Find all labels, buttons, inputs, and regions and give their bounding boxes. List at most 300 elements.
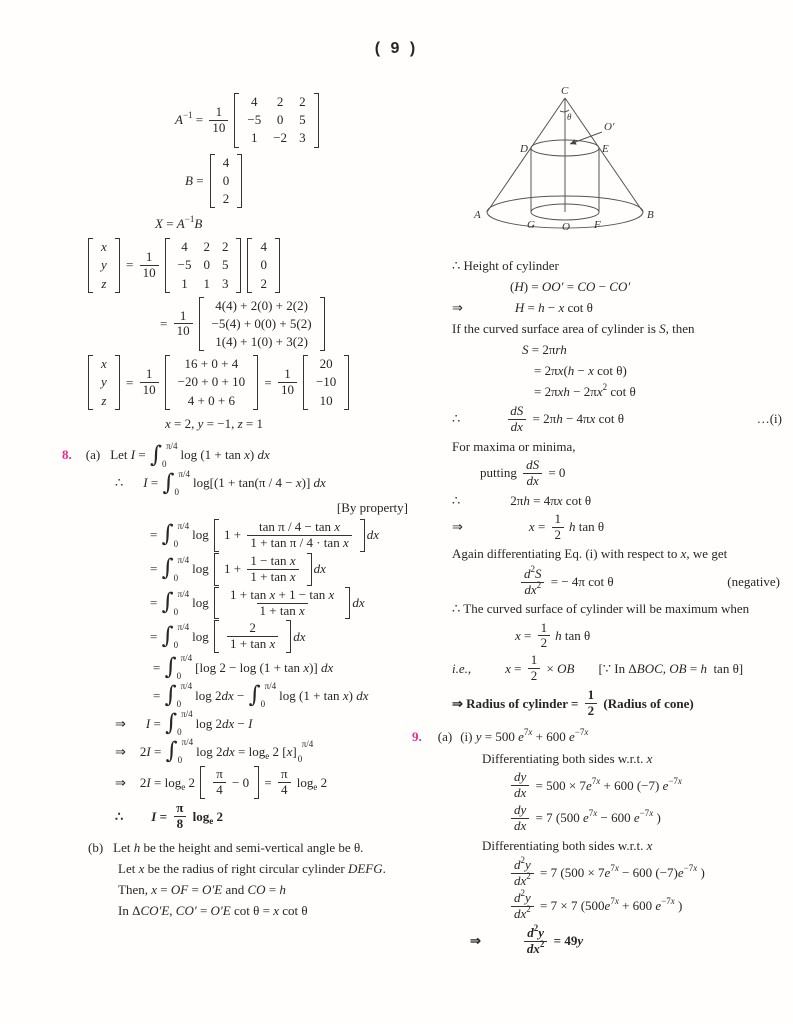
math-text: dx [293, 628, 306, 644]
math-text: = 7 × 7 (500 [536, 898, 605, 914]
math-text: 1 + tan π / 4 · tan [250, 534, 343, 550]
math-text: = [150, 527, 161, 543]
math-line [410, 512, 788, 543]
page-number: ( 9 ) [374, 40, 419, 57]
math-text: x [558, 300, 565, 315]
bracket-group [214, 553, 312, 586]
math-text: = 2π [534, 363, 558, 378]
math-text: 1 [554, 510, 562, 526]
math-text: x [342, 534, 349, 550]
right-bracket [115, 238, 120, 293]
math-text: Let [118, 861, 139, 877]
matrix-cell: 0 [260, 257, 267, 273]
math-text: dx [514, 872, 527, 888]
integral-limits [261, 682, 277, 709]
math-text: Differentiating both sides w.r.t. [482, 751, 647, 767]
math-line [410, 621, 788, 652]
matrix-cell: 2 [203, 239, 210, 255]
matrix-row [241, 129, 311, 147]
matrix-cell: 5 [299, 112, 306, 128]
math-text: 1 [145, 366, 153, 382]
matrix-cell: 2 [221, 239, 229, 255]
fraction [247, 554, 298, 585]
math-text: Let [113, 840, 134, 856]
matrix-cell: 0 [276, 112, 284, 128]
math-text: 8 [176, 816, 184, 832]
math-text: − [233, 687, 248, 703]
math-text: −7 [683, 863, 694, 874]
math-text: = 1 [242, 415, 263, 431]
math-text: 2 [530, 668, 538, 684]
math-line [410, 361, 788, 381]
math-line [410, 770, 788, 801]
math-text: 2 [520, 855, 525, 866]
superscript [589, 808, 598, 818]
left-bracket [214, 553, 219, 586]
math-text: h [133, 840, 141, 856]
math-text: d [514, 856, 521, 872]
matrix-row [241, 111, 311, 129]
math-text: x [289, 552, 296, 568]
math-text: I [130, 447, 136, 463]
math-text: 10 [176, 323, 190, 339]
math-text: )] [301, 475, 314, 491]
superscript [531, 564, 536, 574]
math-text: dx [222, 743, 235, 759]
math-text: = − 4π cot θ [547, 574, 614, 590]
matrix-cell: −5(4) + 0(0) + 5(2) [211, 315, 312, 331]
math-text: S [522, 342, 529, 357]
math-text [221, 519, 358, 552]
math-text: x [295, 475, 302, 491]
right-bracket [307, 553, 312, 586]
math-text: ∴ [452, 492, 461, 508]
fraction [528, 653, 541, 684]
math-text: −7 [639, 808, 650, 819]
math-text: ∴ The curved surface of cylinder will be maximum when [452, 600, 750, 616]
math-text: 1 [179, 307, 187, 323]
subscript [313, 782, 317, 792]
matrix-row [172, 256, 235, 274]
math-line [58, 470, 408, 497]
math-line [58, 859, 408, 879]
upper-limit: π/4 [264, 681, 277, 692]
math-text: = [563, 279, 578, 294]
right-bracket [275, 238, 280, 293]
integral-limits [177, 654, 193, 681]
upper-limit: π/4 [181, 737, 194, 748]
upper-limit: π/4 [165, 440, 178, 451]
math-text: ∴ Height of cylinder [452, 258, 559, 273]
denominator [174, 816, 187, 832]
denominator [528, 668, 541, 684]
upper-limit: π/4 [177, 588, 190, 599]
cone-cylinder-diagram [462, 84, 672, 244]
bracket-group [214, 587, 350, 620]
math-text: 1 [540, 619, 548, 635]
numerator [143, 250, 156, 265]
numerator [538, 621, 551, 636]
superscript [610, 863, 619, 873]
integral-limits [178, 738, 194, 765]
math-text: h [700, 660, 707, 676]
diagram-label-b: B [647, 209, 654, 221]
math-text: dx [514, 817, 527, 833]
math-text: = [150, 628, 161, 644]
math-text: d [514, 889, 521, 905]
fraction [523, 458, 542, 489]
integral-sign: ∫ [161, 555, 174, 582]
integral-limits [174, 522, 190, 549]
math-text: dx [313, 475, 326, 491]
math-line [410, 836, 788, 856]
fraction [585, 688, 598, 719]
superscript [610, 896, 619, 906]
math-text: 1 + [224, 527, 245, 543]
integral [162, 556, 192, 583]
math-text: x [286, 743, 293, 759]
math-text: If the curved surface area of cylinder is [452, 321, 660, 336]
math-text: e [585, 777, 592, 793]
math-text: ( [563, 363, 568, 378]
math-text: I [145, 715, 151, 731]
upper-limit: π/4 [180, 653, 193, 664]
upper-limit: π/4 [177, 622, 190, 633]
math-text: = 500 [481, 729, 519, 745]
diagram-label-theta: θ [567, 112, 572, 122]
fraction [538, 621, 551, 652]
math-text: y [475, 729, 482, 745]
math-text: π [280, 766, 288, 782]
superscript [540, 939, 545, 949]
matrix-cell: 4 + 0 + 6 [187, 392, 235, 408]
math-line [410, 404, 788, 435]
math-text: = [147, 475, 162, 491]
math-text: = [150, 561, 161, 577]
math-text: = 2, [170, 415, 198, 431]
math-text: e [604, 898, 611, 914]
math-text: e [265, 750, 270, 761]
denominator [511, 818, 529, 834]
fraction [227, 588, 337, 619]
math-text: dy [514, 802, 527, 817]
math-text: I [146, 743, 151, 759]
math-text [207, 766, 252, 799]
matrix-cell: 10 [319, 392, 333, 408]
matrix-cell: 20 [319, 356, 333, 372]
math-text: x [151, 882, 157, 898]
math-text: [By property] [336, 499, 408, 515]
fraction [213, 767, 226, 798]
math-text: dy [514, 769, 527, 785]
math-text: −1 [184, 214, 195, 225]
math-text: dx [526, 940, 540, 956]
math-text: 2 [540, 635, 548, 651]
math-text: 2 [602, 382, 608, 392]
math-text: tan θ] [706, 660, 744, 676]
math-text: tan π / 4 − tan [259, 518, 335, 534]
math-text: = [261, 774, 275, 790]
math-text: x [584, 727, 589, 738]
math-text: 1 [145, 248, 153, 264]
math-line [410, 922, 788, 957]
math-text: I [146, 774, 151, 790]
matrix-cell: z [101, 392, 107, 408]
math-text: e [181, 781, 186, 792]
math-text: 1 + tan [230, 636, 270, 652]
lower-limit: 0 [297, 753, 303, 764]
math-text: tan θ [575, 519, 605, 535]
matrix-row [217, 154, 236, 172]
math-text: x [273, 903, 279, 919]
math-line [58, 654, 408, 681]
diagram-label-f: F [594, 219, 601, 231]
math-text: x [328, 586, 335, 602]
diagram-label-e: E [602, 143, 609, 155]
integral-limits [177, 710, 193, 737]
math-text: = [192, 112, 207, 128]
math-text: 1 + tan [259, 602, 299, 618]
math-text: = [265, 882, 280, 898]
math-text: rh [555, 342, 567, 357]
math-text: cot θ [607, 384, 636, 399]
lower-limit: 0 [176, 699, 182, 710]
fraction [140, 250, 159, 281]
math-text: e [568, 729, 575, 745]
cone-outline [487, 98, 643, 228]
right-bracket [236, 238, 241, 293]
integral-sign: ∫ [164, 682, 177, 709]
left-bracket [247, 238, 252, 293]
math-text: ( [510, 279, 515, 294]
math-text: × [543, 660, 558, 676]
fraction [173, 801, 186, 832]
math-text: dS [510, 403, 524, 418]
math-line [410, 319, 788, 339]
math-text: 2 [213, 808, 224, 824]
math-text: d [527, 924, 534, 940]
denominator [140, 265, 159, 281]
math-text: π [176, 800, 184, 816]
math-text: e [677, 865, 684, 881]
denominator [511, 785, 529, 801]
math-text: [∵ In Δ [598, 660, 637, 676]
math-text: −7 [668, 775, 678, 786]
right-bracket [320, 297, 325, 352]
math-text: ⇒ [452, 519, 463, 535]
left-bracket [234, 93, 239, 148]
matrix-row [95, 275, 113, 293]
denominator [538, 635, 551, 651]
column-right [410, 84, 788, 958]
matrix-cell: 4 [260, 239, 267, 255]
math-text: x [334, 518, 341, 534]
math-text: ⇒ [115, 743, 126, 759]
integral-sign: ∫ [149, 441, 162, 468]
right-bracket [345, 587, 350, 620]
integral-limits [177, 682, 193, 709]
math-text: + 1 − tan [275, 586, 329, 602]
numerator [256, 520, 343, 535]
integral-sign: ∫ [248, 682, 261, 709]
math-text: , then [665, 321, 695, 336]
numerator [507, 404, 526, 419]
math-text: log (1 + tan [180, 447, 245, 463]
lower-limit: 0 [260, 699, 266, 710]
matrix-row [217, 190, 236, 208]
math-text: y [525, 856, 531, 872]
math-text [241, 93, 311, 148]
math-text: −7 [574, 727, 585, 738]
math-text: e [582, 810, 589, 826]
math-text: −7 [661, 896, 671, 907]
math-text: x [165, 415, 171, 431]
math-text: 2 [ [269, 743, 287, 759]
math-text: = [520, 627, 535, 643]
math-text: 2 [533, 922, 539, 933]
math-text: Then, [118, 882, 152, 898]
math-text: 2 [317, 774, 328, 790]
math-text: , we get [686, 545, 728, 561]
math-text: x [557, 363, 564, 378]
denominator [278, 382, 297, 398]
left-bracket [199, 297, 204, 352]
matrix-cell: 3 [299, 130, 306, 146]
column-left [58, 92, 408, 922]
math-line [410, 653, 788, 684]
math-text: 1 [284, 366, 291, 382]
numerator [227, 588, 337, 603]
question-8a [58, 442, 408, 469]
math-text: z [237, 415, 243, 431]
math-text: x [588, 363, 594, 378]
integral [162, 623, 192, 650]
fraction [552, 512, 565, 543]
matrix [88, 355, 120, 410]
matrix-row [95, 256, 113, 274]
math-text: − [595, 279, 610, 294]
math-line [58, 154, 408, 209]
integral [150, 442, 180, 469]
math-text: e [633, 810, 640, 826]
math-text: h [569, 519, 576, 535]
math-text: 10 [212, 119, 226, 135]
math-text: ] [292, 743, 297, 759]
math-text: = 2π [528, 342, 556, 357]
matrix-cell: −2 [273, 130, 288, 146]
matrix-row [95, 373, 113, 391]
matrix [303, 355, 349, 410]
denominator [552, 527, 565, 543]
math-text: xh [557, 384, 570, 399]
math-text: dx [510, 418, 523, 434]
matrix [234, 93, 318, 148]
matrix-cell: −5 [177, 257, 192, 273]
math-text: dS [526, 456, 540, 472]
math-text: h [567, 363, 575, 378]
superscript [526, 904, 531, 914]
math-text: 1 [215, 103, 223, 119]
math-text: log (1 + tan [279, 687, 343, 703]
math-text: ) [249, 447, 258, 463]
math-text: 2 [530, 563, 535, 574]
numerator [278, 767, 291, 782]
matrix-row [172, 238, 235, 256]
lower-limit: 0 [173, 538, 179, 549]
integral [165, 654, 195, 681]
matrix [88, 238, 120, 293]
math-text: 1 [587, 687, 595, 703]
matrix-cell: y [101, 374, 107, 390]
matrix-cell: 1(4) + 1(0) + 3(2) [215, 334, 308, 350]
math-line [410, 491, 788, 511]
math-text [172, 238, 235, 293]
math-line [410, 298, 788, 318]
math-text [254, 238, 273, 293]
math-text: 1 + tan [250, 568, 290, 584]
math-text: dx [222, 715, 235, 731]
math-line [410, 749, 788, 769]
math-text: y [197, 415, 204, 431]
math-text: h [555, 627, 562, 643]
math-text: x [596, 384, 603, 399]
superscript [521, 888, 526, 898]
math-text: CO′ [609, 279, 631, 294]
math-text: = 4π [529, 492, 557, 508]
math-text: 2π [510, 492, 524, 508]
math-text: cot θ [564, 300, 593, 315]
math-line [410, 458, 788, 489]
math-line [58, 880, 408, 900]
numerator [511, 770, 529, 785]
integral-sign: ∫ [161, 623, 174, 650]
math-text: )] [309, 659, 322, 675]
math-text: X [155, 216, 163, 232]
matrix-cell: 16 + 0 + 4 [184, 356, 239, 372]
math-text: = 7 (500 [532, 810, 583, 826]
math-text: e [313, 781, 318, 792]
math-text: i.e., [452, 660, 472, 676]
diagram-label-o-prime: O′ [604, 121, 615, 133]
math-text: −1 [182, 110, 193, 121]
math-text: = [162, 216, 177, 232]
denominator [209, 120, 228, 136]
math-text: I [143, 475, 148, 491]
math-text: 1 + tan [230, 586, 270, 602]
math-text: − [574, 363, 589, 378]
numerator [143, 367, 156, 382]
math-text: S [535, 565, 542, 581]
left-bracket [303, 355, 308, 410]
math-text: 2 [139, 774, 147, 790]
math-text: log [293, 774, 314, 790]
math-text: x [138, 861, 145, 877]
integral [165, 710, 195, 737]
denominator [174, 323, 193, 339]
superscript [521, 855, 526, 865]
denominator [278, 782, 291, 798]
math-text: x [269, 636, 276, 652]
math-text: = 7 (500 × 7 [536, 865, 605, 881]
math-text: log 2 [196, 743, 223, 759]
math-line [58, 766, 408, 799]
denominator [508, 419, 526, 435]
math-text: y [525, 889, 531, 905]
superscript [537, 580, 542, 590]
subscript [265, 751, 269, 761]
superscript [592, 776, 601, 786]
question-number: 9. [412, 729, 422, 745]
